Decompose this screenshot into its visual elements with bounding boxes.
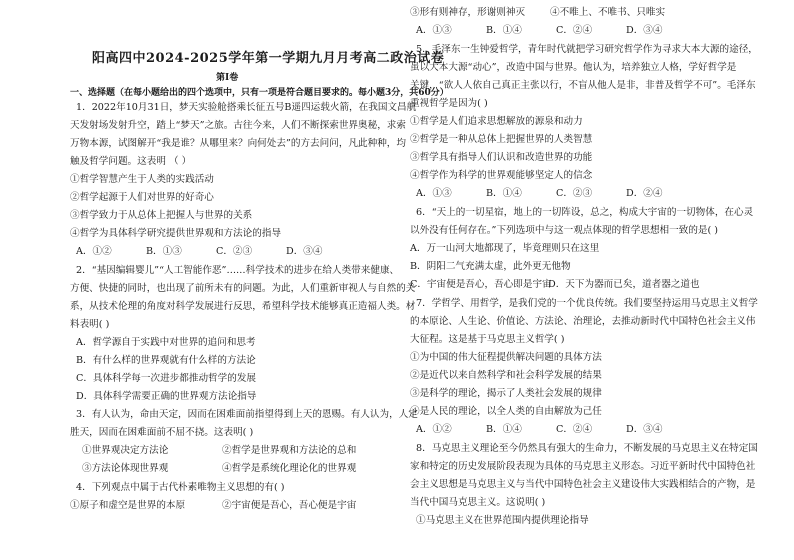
option-c[interactable]: C．②③ [556, 188, 593, 199]
option-b[interactable]: B．①④ [486, 424, 522, 435]
question-text: 8．马克思主义理论至今仍然具有强大的生命力，不断发展的马克思主义在特定国 [416, 443, 758, 454]
question-text: 重视哲学是因为( ) [410, 98, 488, 109]
statement-items [82, 444, 362, 458]
statement-item: ④哲学作为科学的世界观能够坚定人的信念 [410, 170, 593, 181]
question-text: 的本原论、人生论、价值论、方法论、治理论，去推动新时代中国特色社会主义伟 [410, 316, 756, 327]
question-text: 大征程。这是基于马克思主义哲学( ) [410, 334, 565, 345]
question-text: 胜天，因而在困难面前不屈不挠。这表明( ) [70, 427, 254, 438]
section-heading: 一、选择题（在每小题给出的四个选项中，只有一项是符合题目要求的。每小题3分，共60分） [70, 88, 449, 98]
answer-options [416, 423, 696, 437]
right-column [410, 0, 758, 560]
option-a[interactable]: A．①③ [416, 25, 452, 36]
statement-item: ①世界观决定方法论 [82, 445, 169, 456]
statement-item: ②是近代以来自然科学和社会科学发展的结果 [410, 370, 602, 381]
question-text: 系，从技术伦理的角度对科学发展进行反思，希望科学技术能够真正造福人类。材 [70, 301, 416, 312]
option-b[interactable]: B．①③ [146, 246, 182, 257]
option-c[interactable]: C．②④ [556, 25, 593, 36]
question-text: 1．2022年10月31日，梦天实验舱搭乘长征五号B遥四运载火箭，在我国文昌航 [76, 102, 417, 113]
answer-options [410, 278, 718, 292]
question-text: 万物本源，试图解开“我是谁？从哪里来？向何处去”的方去问问，凡此种种，均 [70, 138, 406, 149]
question-text: 2．“基因编辑婴儿”“人工智能作恶”……科学技术的进步在给人类带来健康、 [76, 265, 400, 276]
option-d[interactable]: D．具体科学需要正确的世界观方法论指导 [76, 391, 257, 402]
option-d[interactable]: D．③④ [286, 246, 323, 257]
option-c[interactable]: C．②④ [556, 424, 593, 435]
statement-item: ④不唯上、不唯书、只唯实 [550, 7, 666, 18]
option-c[interactable]: C．宇宙便是吾心，吾心即是宇宙 [410, 279, 552, 290]
question-text: 6．“天上的一切星宿，地上的一切阵设，总之，构成大宇宙的一切物体，在心灵 [416, 207, 754, 218]
statement-item: ①原子和虚空是世界的本原 [70, 500, 186, 511]
question-text: 关键，“欲人人依自己真正主张以行，不盲从他人是非，非普及哲学不可”。毛泽东 [410, 80, 756, 91]
statement-item: ①马克思主义在世界范围内提供理论指导 [416, 515, 589, 526]
option-d[interactable]: D．③④ [626, 25, 663, 36]
statement-item: ①为中国的伟大征程提供解决问题的具体方法 [410, 352, 602, 363]
statement-item: ②哲学起源于人们对世界的好奇心 [70, 192, 214, 203]
answer-options [76, 245, 356, 259]
option-a[interactable]: A．①② [416, 424, 452, 435]
statement-item: ②哲学是世界观和方法论的总和 [222, 445, 357, 456]
answer-options [416, 24, 696, 38]
statement-item: ④哲学为具体科学研究提供世界观和方法论的指导 [70, 228, 282, 239]
option-d[interactable]: D．②④ [626, 188, 663, 199]
question-text: 家和特定的历史发展阶段表现为具体的马克思主义形态。习近平新时代中国特色社 [410, 461, 756, 472]
option-b[interactable]: B．有什么样的世界观就有什么样的方法论 [76, 355, 256, 366]
question-text: 3．有人认为，命由天定，因而在困难面前指望得到上天的恩赐。有人认为，人定 [76, 409, 418, 420]
statement-item: ③哲学致力于从总体上把握人与世界的关系 [70, 210, 253, 221]
exam-title: 阳高四中2024-2025学年第一学期九月月考高二政治试卷 [92, 51, 445, 66]
statement-item: ①哲学智慧产生于人类的实践活动 [70, 174, 214, 185]
question-text: 会主义思想是马克思主义与当代中国特色社会主义建设伟大实践相结合的产物，是 [410, 479, 756, 490]
statement-item: ③形有则神存，形谢则神灭 [410, 7, 526, 18]
option-d[interactable]: D．③④ [626, 424, 663, 435]
question-text: 料表明( ) [70, 319, 110, 330]
statement-item: ④哲学是系统化理论化的世界观 [222, 463, 357, 474]
answer-options [416, 187, 696, 201]
question-text: 方便、快捷的同时，也出现了前所未有的问题。为此，人们重新审视人与自然的关 [70, 283, 416, 294]
statement-item: ②哲学是一种从总体上把握世界的人类智慧 [410, 134, 593, 145]
statement-item: ③方法论体现世界观 [82, 463, 169, 474]
question-text: 触及哲学问题。这表明 （ ） [70, 156, 192, 167]
part-heading: 第Ⅰ卷 [216, 73, 239, 83]
statement-item: ③哲学具有指导人们认识和改造世界的功能 [410, 152, 593, 163]
option-a[interactable]: A．哲学源自于实践中对世界的追问和思考 [76, 337, 256, 348]
question-text: 4．下列观点中属于古代朴素唯物主义思想的有( ) [76, 482, 285, 493]
statement-items [82, 462, 362, 476]
statement-item: ③是科学的理论，揭示了人类社会发展的规律 [410, 388, 602, 399]
question-text: 7．学哲学、用哲学，是我们党的一个优良传统。我们要坚持运用马克思主义哲学 [416, 298, 758, 309]
option-a[interactable]: A．万一山河大地都现了，毕竟理则只在这里 [410, 243, 600, 254]
question-text: 虽以大本大源“动心”，改造中国与世界。他认为，培养独立人格，学好哲学是 [410, 62, 737, 73]
option-b[interactable]: B．①④ [486, 188, 522, 199]
statement-item: ①哲学是人们追求思想解放的源泉和动力 [410, 116, 583, 127]
question-text: 天发射场发射升空，踏上“梦天”之旅。古往今来，人们不断探索世界奥秘，求索 [70, 120, 406, 131]
option-a[interactable]: A．①② [76, 246, 112, 257]
question-text: 当代中国马克思主义。这说明( ) [410, 497, 546, 508]
option-c[interactable]: C．②③ [216, 246, 253, 257]
statement-items [410, 6, 690, 20]
option-d[interactable]: D．天下为器而已矣，道者器之道也 [548, 279, 700, 290]
question-text: 以外没有任何存在。”下列选项中与这一观点体现的哲学思想相一致的是( ) [410, 225, 719, 236]
statement-items [70, 499, 362, 513]
option-b[interactable]: B．阴阳二气充满太虚，此外更无他物 [410, 261, 571, 272]
option-a[interactable]: A．①③ [416, 188, 452, 199]
statement-item: ②宇宙便是吾心，吾心便是宇宙 [222, 500, 357, 511]
option-b[interactable]: B．①④ [486, 25, 522, 36]
statement-item: ④是人民的理论，以全人类的自由解放为己任 [410, 406, 602, 417]
option-c[interactable]: C．具体科学每一次进步都推动哲学的发展 [76, 373, 257, 384]
question-text: 5．毛泽东一生钟爱哲学，青年时代就把学习研究哲学作为寻求大本大源的途径， [416, 44, 758, 55]
